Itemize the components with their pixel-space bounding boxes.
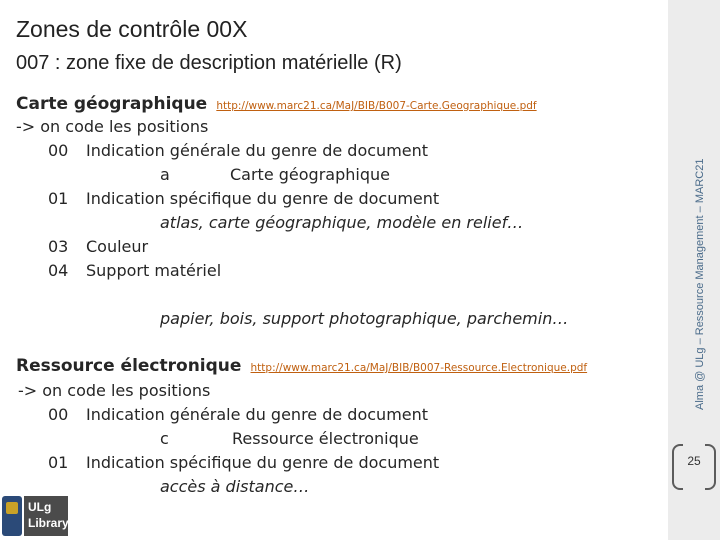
logo-line1: ULg — [28, 500, 52, 514]
section2-line — [48, 453, 439, 473]
position-code: 04 — [48, 261, 69, 280]
value-code: a — [160, 165, 170, 184]
section2-heading: Ressource électronique — [16, 356, 242, 376]
value-code: c — [160, 429, 169, 448]
section2-link[interactable]: http://www.marc21.ca/MaJ/BIB/B007-Ressource.Electronique.pdf — [250, 362, 588, 374]
sidebar-vertical-text: Alma @ ULg – Ressource Management – MARC21 — [694, 158, 706, 410]
section1-link[interactable]: http://www.marc21.ca/MaJ/BIB/B007-Carte.Geographique.pdf — [216, 100, 537, 112]
section1-example: papier, bois, support photographique, parchemin… — [160, 309, 569, 328]
position-code: 00 — [48, 141, 69, 160]
position-text: Support matériel — [86, 261, 222, 280]
position-text: Indication spécifique du genre de document — [86, 453, 440, 472]
position-text: Indication générale du genre de document — [86, 141, 429, 160]
section1-intro: -> on code les positions — [16, 117, 209, 136]
position-text: Indication générale du genre de document — [86, 405, 429, 424]
section2-example: accès à distance… — [160, 477, 310, 496]
slide-title: Zones de contrôle 00X — [16, 16, 248, 42]
section1-line — [48, 237, 148, 257]
value-text: Ressource électronique — [232, 429, 419, 448]
logo-line2: Library — [28, 516, 69, 530]
value-text: Carte géographique — [230, 165, 390, 184]
section1-heading: Carte géographique — [16, 94, 208, 114]
position-code: 03 — [48, 237, 69, 256]
position-text: Couleur — [86, 237, 149, 256]
section1-heading-line — [16, 94, 537, 116]
slide-subtitle: 007 : zone fixe de description matérielle (R) — [16, 52, 402, 74]
section1-line — [48, 261, 221, 281]
page-number: 25 — [687, 454, 701, 468]
position-text: Indication spécifique du genre de document — [86, 189, 440, 208]
section2-heading-line — [16, 356, 587, 378]
position-code: 00 — [48, 405, 69, 424]
section1-example: atlas, carte géographique, modèle en relief… — [160, 213, 524, 232]
section2-intro: -> on code les positions — [18, 381, 211, 400]
section1-line — [48, 141, 428, 161]
page-number-box — [672, 444, 716, 488]
section1-line — [48, 189, 439, 209]
ulg-library-logo — [0, 494, 70, 540]
crest-icon — [2, 496, 22, 536]
position-code: 01 — [48, 189, 69, 208]
section2-line — [160, 429, 419, 449]
section2-line — [48, 405, 428, 425]
position-code: 01 — [48, 453, 69, 472]
section1-line — [160, 165, 390, 185]
